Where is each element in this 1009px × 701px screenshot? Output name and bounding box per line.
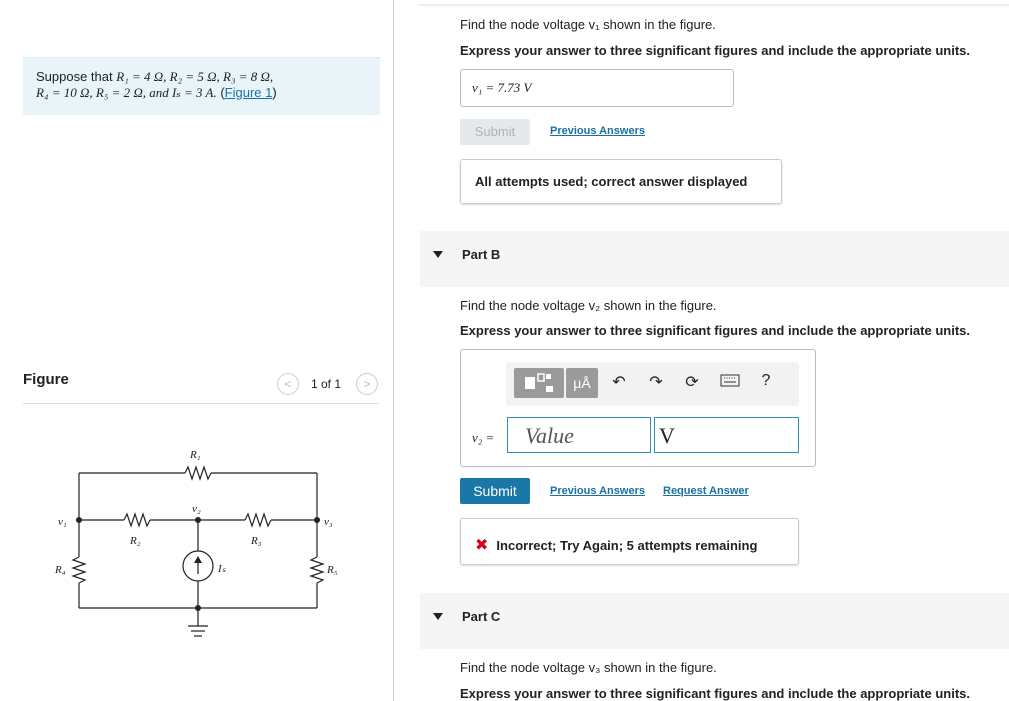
- part-b-title: Part B: [462, 247, 501, 262]
- answer-editor: [460, 349, 816, 467]
- label-r4: R₄: [55, 564, 66, 576]
- part-a-previous-answers-link[interactable]: Previous Answers: [550, 125, 645, 137]
- redo-icon[interactable]: ↷: [649, 374, 663, 391]
- units-button[interactable]: μÅ: [566, 368, 598, 398]
- figure-next-button[interactable]: >: [356, 373, 378, 395]
- part-c-question: Find the node voltage v₃ shown in the figure.: [460, 660, 717, 675]
- label-r3: R₃: [251, 535, 262, 547]
- label-v2: v₂: [192, 503, 201, 515]
- collapse-triangle-icon[interactable]: [433, 613, 443, 620]
- label-is: Iₛ: [218, 563, 226, 575]
- help-button[interactable]: ?: [761, 372, 771, 389]
- figure-prev-button[interactable]: <: [277, 373, 299, 395]
- templates-button[interactable]: [514, 368, 564, 398]
- unit-input[interactable]: V: [654, 417, 799, 453]
- top-border: [418, 4, 1009, 6]
- part-a-question: Find the node voltage v₁ shown in the figure.: [460, 17, 716, 32]
- part-a-status-box: All attempts used; correct answer displayed: [460, 159, 782, 204]
- part-b-header[interactable]: [420, 231, 1009, 287]
- v2-label: v₂ =: [472, 430, 495, 445]
- problem-line-1: Suppose that R₁ = 4 Ω, R₂ = 5 Ω, R₃ = 8 Ω,: [36, 69, 274, 84]
- part-a-answer-field: v₁ = 7.73 V: [460, 69, 734, 107]
- editor-toolbar: [506, 362, 799, 406]
- figure-heading: Figure: [23, 371, 69, 388]
- divider: [23, 403, 379, 404]
- part-a-submit-button[interactable]: Submit: [460, 119, 530, 145]
- templates-icon: [514, 368, 564, 398]
- value-input[interactable]: Value: [507, 417, 651, 453]
- part-b-instructions: Express your answer to three significant figures and include the appropriate units.: [460, 323, 970, 338]
- part-b-submit-button[interactable]: Submit: [460, 478, 530, 504]
- part-b-request-answer-link[interactable]: Request Answer: [663, 485, 749, 497]
- circuit-diagram: [50, 440, 350, 660]
- reset-icon[interactable]: ⟳: [685, 374, 699, 391]
- problem-values-1: R₁ = 4 Ω, R₂ = 5 Ω, R₃ = 8 Ω,: [116, 69, 274, 84]
- problem-line-2: R₄ = 10 Ω, R₅ = 2 Ω, and Iₛ = 3 A. (Figure 1): [36, 85, 277, 100]
- label-v1: v₁: [58, 516, 67, 528]
- column-separator: [393, 0, 394, 701]
- part-a-instructions: Express your answer to three significant figures and include the appropriate units.: [460, 43, 970, 58]
- error-x-icon: ✖: [475, 537, 489, 554]
- label-v3: v₃: [324, 516, 333, 528]
- problem-statement: [23, 57, 380, 115]
- label-r5: R₅: [327, 564, 338, 576]
- problem-values-2: R₄ = 10 Ω, R₅ = 2 Ω, and Iₛ = 3 A.: [36, 85, 217, 100]
- label-r1: R₁: [190, 449, 201, 461]
- figure-link[interactable]: Figure 1: [224, 85, 273, 100]
- part-b-feedback-box: ✖ Incorrect; Try Again; 5 attempts remaining: [460, 518, 799, 565]
- label-r2: R₂: [130, 535, 141, 547]
- part-c-instructions: Express your answer to three significant figures and include the appropriate units.: [460, 686, 970, 701]
- undo-icon[interactable]: ↶: [612, 374, 626, 391]
- part-c-title: Part C: [462, 609, 501, 624]
- part-b-question: Find the node voltage v₂ shown in the figure.: [460, 298, 717, 313]
- collapse-triangle-icon[interactable]: [433, 251, 443, 258]
- keyboard-icon[interactable]: [720, 374, 740, 393]
- figure-pager: 1 of 1: [311, 377, 342, 391]
- part-b-previous-answers-link[interactable]: Previous Answers: [550, 485, 645, 497]
- part-c-header[interactable]: [420, 593, 1009, 649]
